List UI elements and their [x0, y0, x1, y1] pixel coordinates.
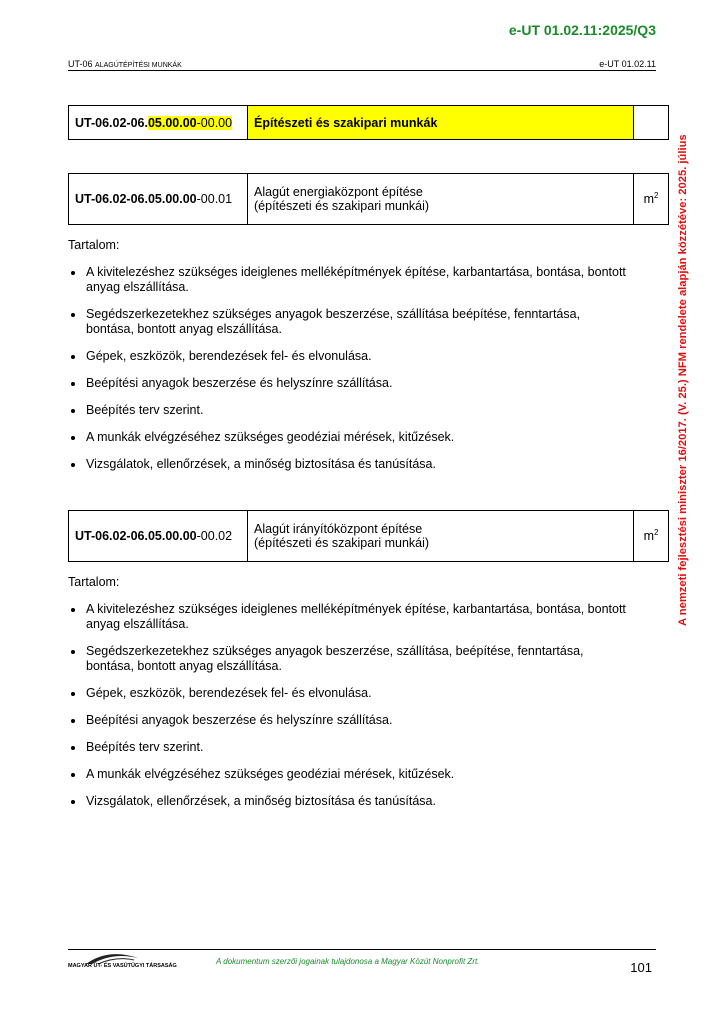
unit-symbol: m [643, 529, 654, 544]
item-title [248, 511, 634, 562]
running-header-left [68, 59, 182, 69]
item-content-list [68, 265, 628, 484]
list-item: A kivitelezéshez szükséges ideiglenes melléképítmények építése, karbantartása, bontása, bontott anyag elszállítása. [68, 265, 628, 295]
item-title-line: Alagút irányítóközpont építése [254, 522, 423, 536]
item-unit [634, 511, 669, 562]
list-item: Beépítési anyagok beszerzése és helyszínre szállítása. [68, 713, 628, 728]
content-label: Tartalom: [68, 238, 120, 252]
section-unit [634, 106, 669, 140]
header-divider [68, 70, 656, 71]
section-heading-table [68, 105, 669, 140]
section-code [69, 106, 248, 140]
item-code-main: UT-06.02-06.05.00.00 [75, 529, 197, 543]
item-title-subline: (építészeti és szakipari munkái) [254, 536, 430, 550]
list-item: Gépek, eszközök, berendezések fel- és elvonulása. [68, 349, 628, 364]
running-header-right: e-UT 01.02.11 [599, 59, 656, 69]
list-item: Beépítés terv szerint. [68, 403, 628, 418]
content-label: Tartalom: [68, 575, 120, 589]
item-title-line: Alagút energiaközpont építése [254, 185, 423, 199]
page-number: 101 [630, 960, 652, 975]
header-chapter-title: ALAGÚTÉPÍTÉSI MUNKÁK [95, 62, 182, 69]
item-title [248, 174, 634, 225]
list-item: Gépek, eszközök, berendezések fel- és elvonulása. [68, 686, 628, 701]
section-title: Építészeti és szakipari munkák [248, 106, 634, 140]
society-logo-text: MAGYAR ÚT- ÉS VASÚTÜGYI TÁRSASÁG [68, 963, 177, 969]
item-code-suffix: -00.02 [196, 529, 233, 543]
item-code [69, 511, 248, 562]
list-item: A munkák elvégzéséhez szükséges geodéziai mérések, kitűzések. [68, 767, 628, 782]
item-table [68, 510, 669, 562]
list-item: Vizsgálatok, ellenőrzések, a minőség biztosítása és tanúsítása. [68, 794, 628, 809]
document-code: e-UT 01.02.11:2025/Q3 [508, 22, 656, 38]
list-item: Vizsgálatok, ellenőrzések, a minőség biztosítása és tanúsítása. [68, 457, 628, 472]
unit-symbol: m [643, 192, 654, 207]
item-code-suffix: -00.01 [196, 192, 233, 206]
item-title-subline: (építészeti és szakipari munkái) [254, 199, 430, 213]
list-item: Segédszerkezetekhez szükséges anyagok beszerzése, szállítása, beépítése, fenntartása, bontása, bontott anyag elszállítása. [68, 644, 628, 674]
list-item: A munkák elvégzéséhez szükséges geodéziai mérések, kitűzések. [68, 430, 628, 445]
item-code [69, 174, 248, 225]
list-item: Segédszerkezetekhez szükséges anyagok beszerzése, szállítása beépítése, fenntartása, bontása, bontott anyag elszállítása. [68, 307, 628, 337]
item-content-list [68, 602, 628, 821]
section-code-prefix: UT-06.02-06. [75, 115, 148, 130]
copyright-notice: A dokumentum szerzői jogainak tulajdonosa a Magyar Közút Nonprofit Zrt. [216, 957, 480, 966]
publication-note: A nemzeti fejlesztési miniszter 16/2017. (V. 25.) NFM rendelete alapján közzétéve: 2025. július [677, 134, 689, 626]
list-item: A kivitelezéshez szükséges ideiglenes melléképítmények építése, karbantartása, bontása, bontott anyag elszállítása. [68, 602, 628, 632]
item-table [68, 173, 669, 225]
section-code-highlight: 05.00.00 [147, 115, 197, 130]
unit-exponent: 2 [653, 191, 659, 201]
header-chapter-code: UT-06 [68, 59, 96, 69]
section-code-suffix: -00.00 [196, 115, 233, 130]
item-unit [634, 174, 669, 225]
item-code-main: UT-06.02-06.05.00.00 [75, 192, 197, 206]
list-item: Beépítési anyagok beszerzése és helyszínre szállítása. [68, 376, 628, 391]
unit-exponent: 2 [653, 528, 659, 538]
list-item: Beépítés terv szerint. [68, 740, 628, 755]
